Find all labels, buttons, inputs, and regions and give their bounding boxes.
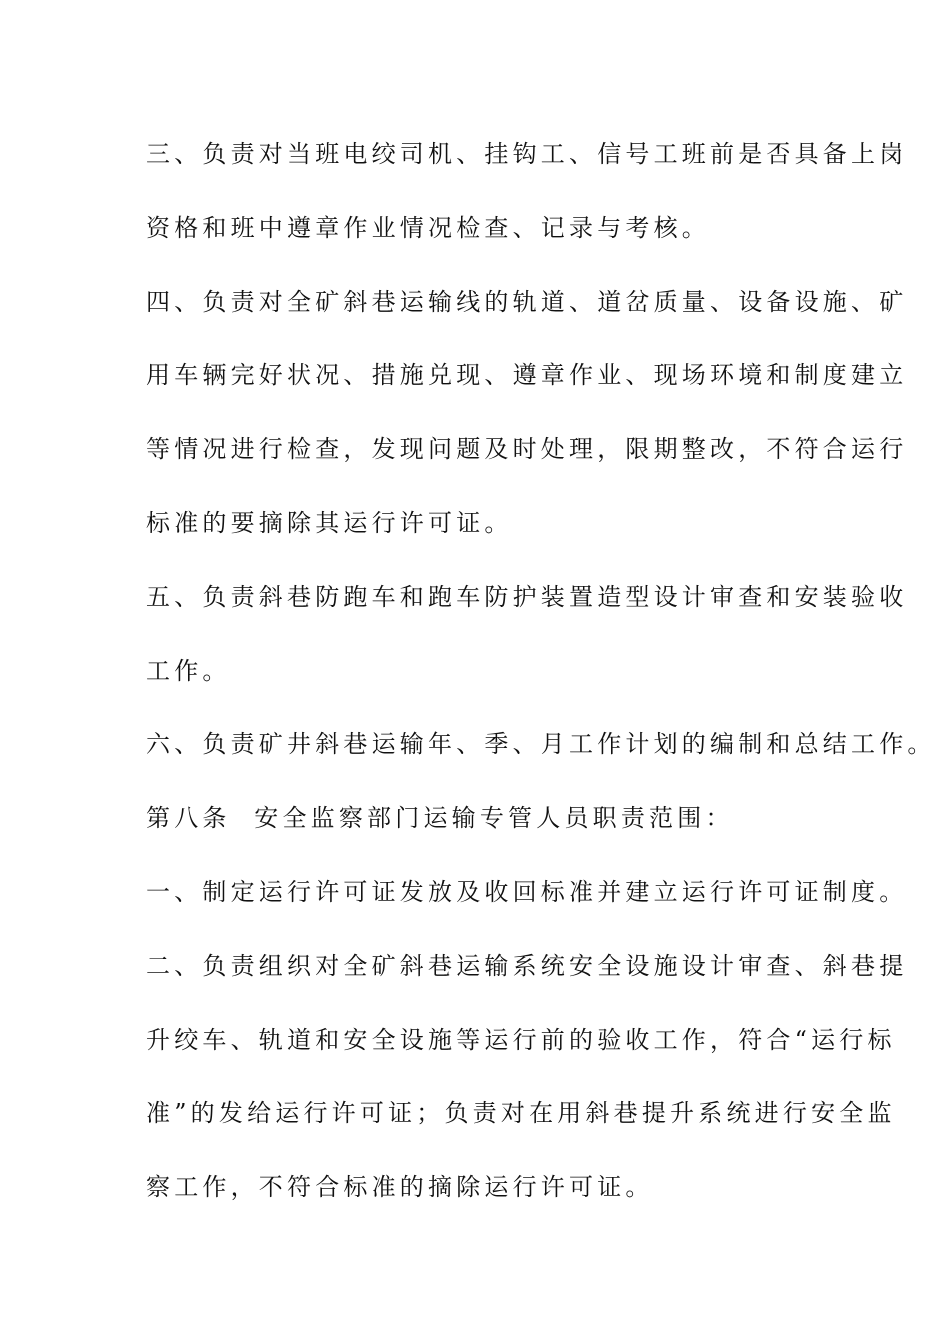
text-line: 资格和班中遵章作业情况检查、记录与考核。 (146, 213, 710, 242)
text-line: 四、负责对全矿斜巷运输线的轨道、道岔质量、设备设施、矿 (146, 287, 908, 316)
text-line: 工作。 (146, 656, 231, 685)
text-line: 等情况进行检查，发现问题及时处理，限期整改，不符合运行 (146, 435, 908, 464)
document-body (146, 124, 936, 1231)
text-line: 三、负责对当班电绞司机、挂钩工、信号工班前是否具备上岗 (146, 140, 908, 168)
text-line: 六、负责矿井斜巷运输年、季、月工作计划的编制和总结工作。 (146, 730, 936, 759)
text-line: 准”的发给运行许可证；负责对在用斜巷提升系统进行安全监 (146, 1099, 896, 1128)
text-line: 第八条 安全监察部门运输专管人员职责范围： (146, 804, 734, 833)
text-line: 察工作，不符合标准的摘除运行许可证。 (146, 1173, 654, 1202)
text-line: 用车辆完好状况、措施兑现、遵章作业、现场环境和制度建立 (146, 361, 908, 390)
text-line: 一、制定运行许可证发放及收回标准并建立运行许可证制度。 (146, 877, 908, 906)
text-line: 五、负责斜巷防跑车和跑车防护装置造型设计审查和安装验收 (146, 582, 908, 611)
text-line: 升绞车、轨道和安全设施等运行前的验收工作，符合“运行标 (146, 1025, 896, 1054)
text-line: 标准的要摘除其运行许可证。 (146, 508, 513, 537)
text-line: 二、负责组织对全矿斜巷运输系统安全设施设计审查、斜巷提 (146, 951, 908, 980)
